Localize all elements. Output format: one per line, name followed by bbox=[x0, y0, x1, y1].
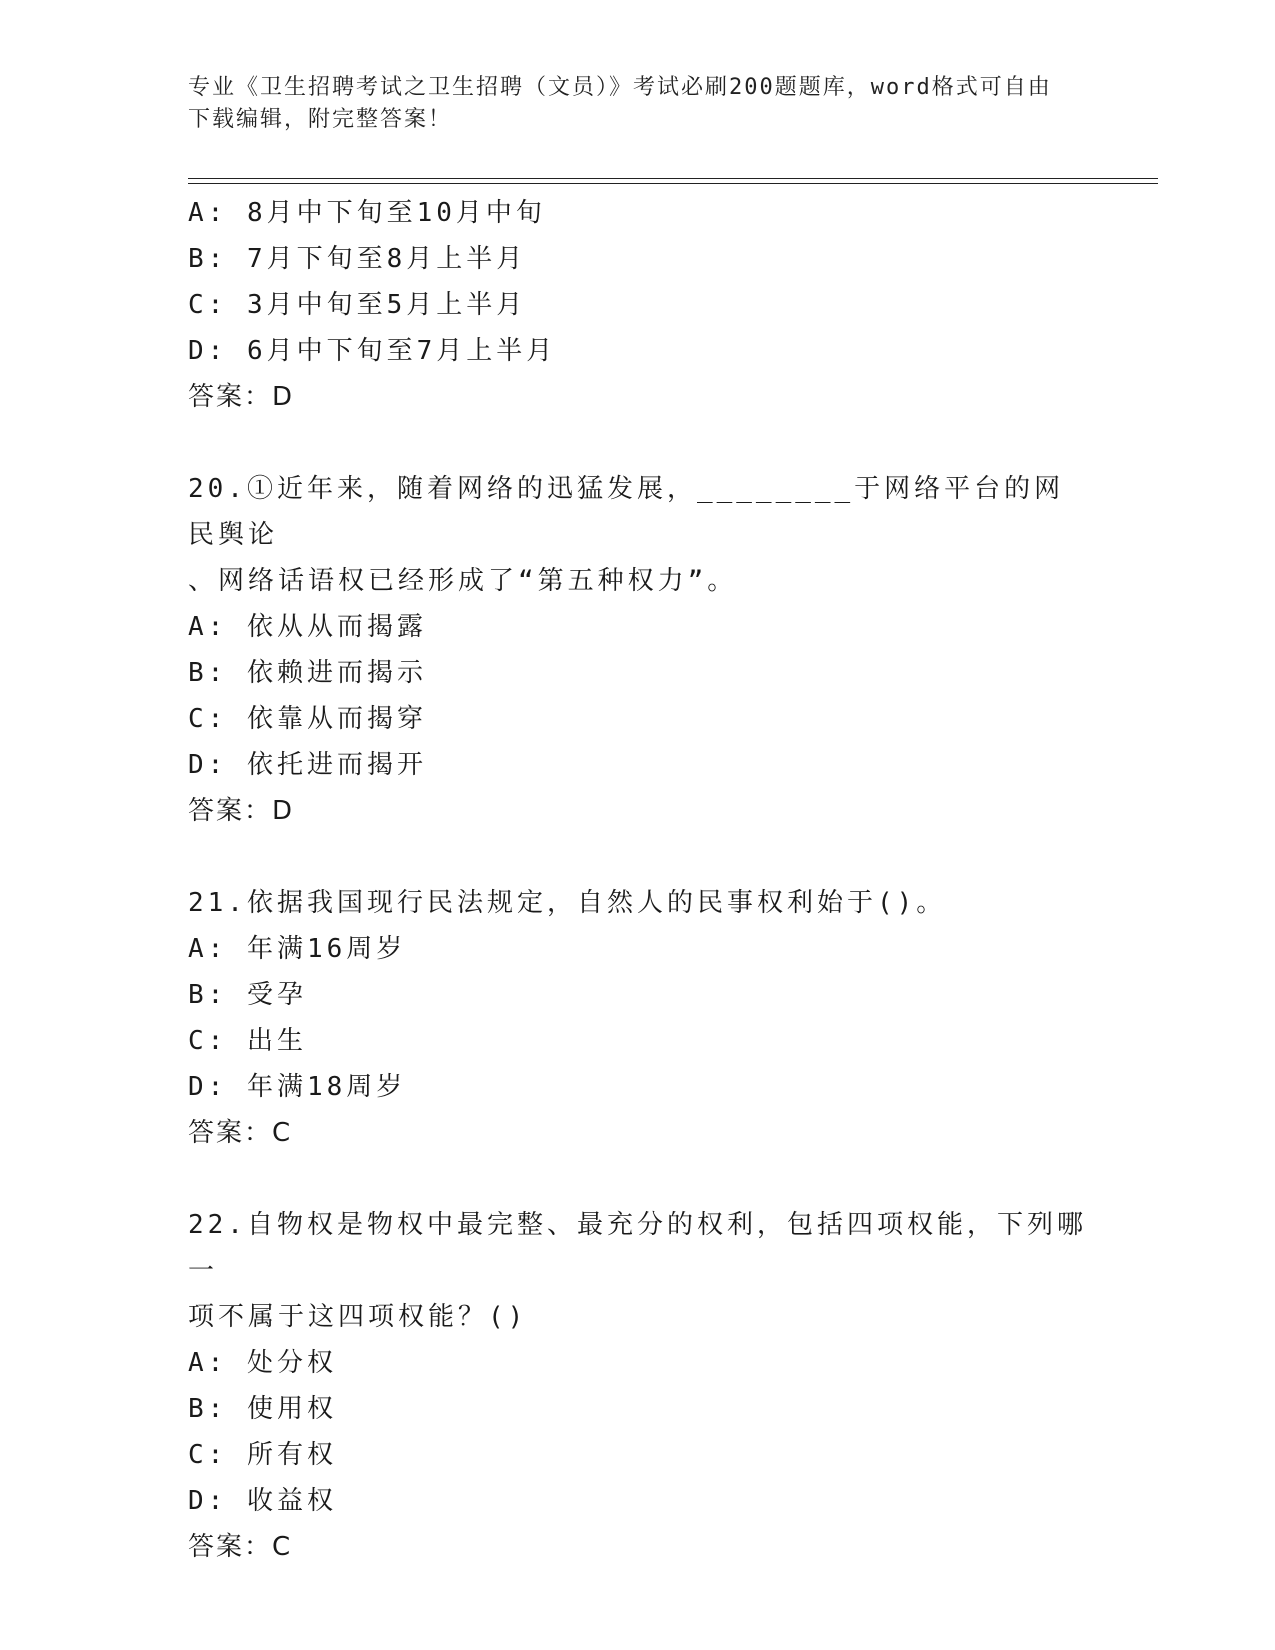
question-21 bbox=[188, 880, 1088, 1156]
header-rule-top bbox=[188, 178, 1158, 179]
question-19 bbox=[188, 190, 1088, 420]
option-d: D: 6月中下旬至7月上半月 bbox=[188, 336, 557, 366]
option-b: B: 7月下旬至8月上半月 bbox=[188, 244, 527, 274]
option-a: A: 年满16周岁 bbox=[188, 934, 407, 964]
document-header: 专业《卫生招聘考试之卫生招聘（文员）》考试必刷200题题库，word格式可自由下载编辑，附完整答案！ bbox=[188, 75, 1052, 132]
option-b: B: 使用权 bbox=[188, 1394, 337, 1424]
answer: 答案：C bbox=[188, 1118, 293, 1148]
option-d: D: 依托进而揭开 bbox=[188, 750, 427, 780]
option-a: A: 依从从而揭露 bbox=[188, 612, 427, 642]
option-c: C: 依靠从而揭穿 bbox=[188, 704, 427, 734]
answer: 答案：D bbox=[188, 382, 295, 412]
answer: 答案：C bbox=[188, 1532, 293, 1562]
header-rule-bottom bbox=[188, 183, 1158, 184]
question-20 bbox=[188, 466, 1088, 834]
question-stem-line-1: 22.自物权是物权中最完整、最充分的权利，包括四项权能，下列哪一 bbox=[188, 1210, 1087, 1286]
spacer bbox=[188, 834, 1088, 880]
question-stem-line-1: 21.依据我国现行民法规定，自然人的民事权利始于()。 bbox=[188, 888, 947, 918]
option-b: B: 依赖进而揭示 bbox=[188, 658, 427, 688]
question-22 bbox=[188, 1202, 1088, 1570]
spacer bbox=[188, 1156, 1088, 1202]
spacer bbox=[188, 420, 1088, 466]
option-b: B: 受孕 bbox=[188, 980, 307, 1010]
question-stem-line-2: 项不属于这四项权能？() bbox=[188, 1302, 528, 1332]
option-a: A: 处分权 bbox=[188, 1348, 337, 1378]
answer: 答案：D bbox=[188, 796, 295, 826]
option-d: D: 年满18周岁 bbox=[188, 1072, 407, 1102]
option-d: D: 收益权 bbox=[188, 1486, 337, 1516]
question-stem-line-1: 20.①近年来，随着网络的迅猛发展，________于网络平台的网民舆论 bbox=[188, 474, 1065, 550]
option-c: C: 所有权 bbox=[188, 1440, 337, 1470]
option-c: C: 3月中旬至5月上半月 bbox=[188, 290, 527, 320]
question-stem-line-2: 、网络话语权已经形成了“第五种权力”。 bbox=[188, 566, 738, 596]
question-list bbox=[188, 190, 1088, 1570]
option-c: C: 出生 bbox=[188, 1026, 307, 1056]
option-a: A: 8月中下旬至10月中旬 bbox=[188, 198, 546, 228]
